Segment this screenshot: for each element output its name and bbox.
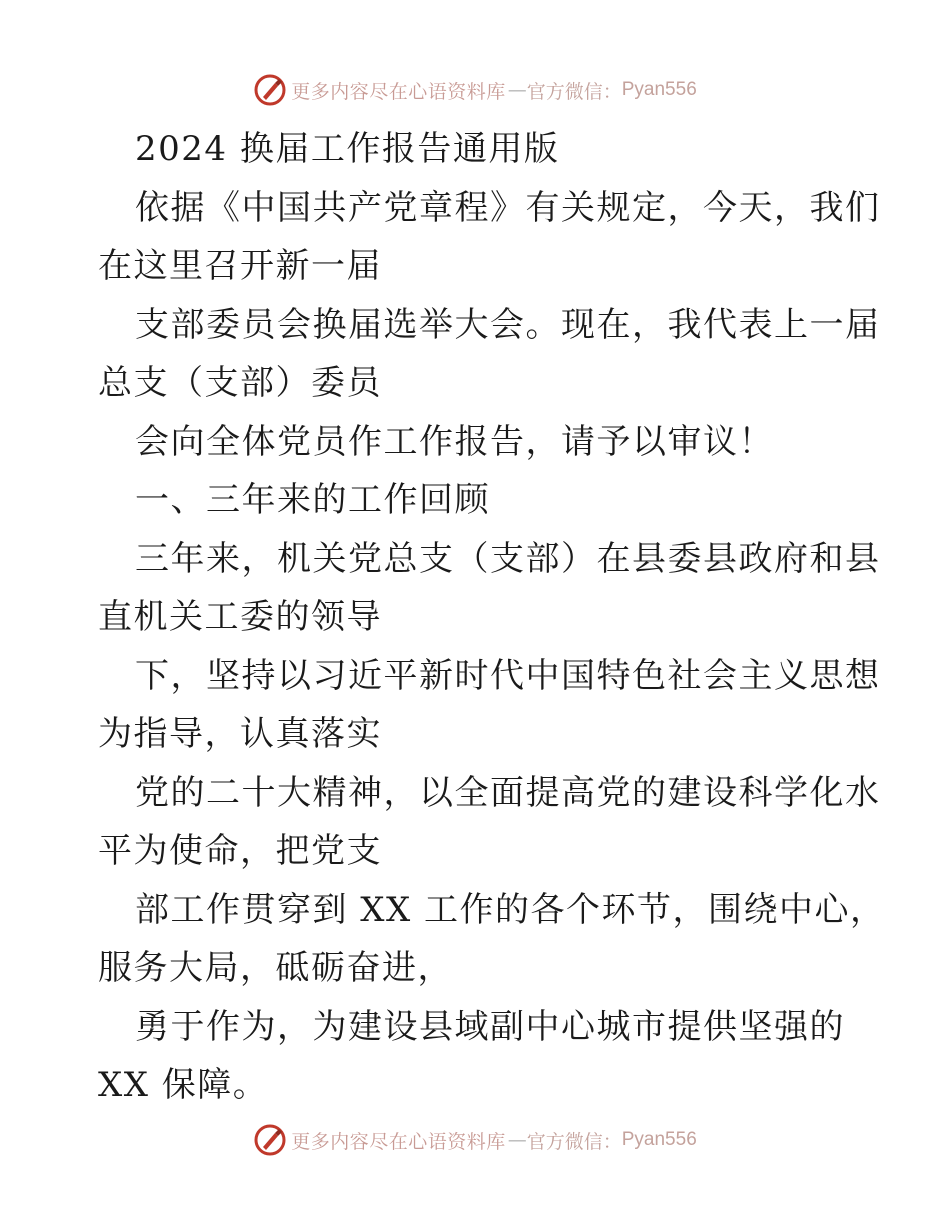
paragraph-line: XX 保障。	[98, 1065, 269, 1105]
document-title: 2024 换届工作报告通用版	[135, 129, 560, 169]
paragraph-line: 勇于作为，为建设县域副中心城市提供坚强的	[135, 1006, 845, 1047]
pen-nib-circle-icon	[253, 73, 287, 107]
footer-watermark	[0, 1120, 950, 1160]
paragraph-line: 会向全体党员作工作报告，请予以审议！	[135, 421, 774, 462]
watermark-text: 更多内容尽在心语资料库	[291, 80, 506, 103]
paragraph-line: 支部委员会换届选举大会。现在，我代表上一届	[135, 304, 881, 345]
paragraph-line: 总支（支部）委员	[98, 363, 382, 403]
watermark-separator: —	[507, 1129, 527, 1151]
paragraph-line: 三年来，机关党总支（支部）在县委县政府和县	[135, 538, 881, 579]
paragraph-line: 下，坚持以习近平新时代中国特色社会主义思想	[135, 655, 881, 696]
header-watermark	[0, 70, 950, 110]
paragraph-line: 依据《中国共产党章程》有关规定，今天，我们	[135, 187, 881, 228]
pen-nib-circle-icon	[253, 1123, 287, 1157]
watermark-wechat-id: Pyan556	[621, 1129, 697, 1150]
paragraph-line: 平为使命，把党支	[98, 831, 382, 871]
paragraph-line: 党的二十大精神，以全面提高党的建设科学化水	[135, 772, 881, 813]
watermark-text: 更多内容尽在心语资料库	[291, 1130, 506, 1153]
paragraph-line: 服务大局，砥砺奋进，	[98, 948, 453, 988]
watermark-separator: —	[507, 79, 527, 101]
paragraph-line: 在这里召开新一届	[98, 246, 382, 286]
paragraph-line: 为指导，认真落实	[98, 714, 382, 754]
paragraph-line: 部工作贯穿到 XX 工作的各个环节，围绕中心，	[135, 889, 886, 930]
section-heading: 一、三年来的工作回顾	[135, 480, 490, 520]
watermark-wechat-label: 官方微信：	[526, 80, 622, 103]
paragraph-line: 直机关工委的领导	[98, 597, 382, 637]
watermark-wechat-label: 官方微信：	[526, 1130, 622, 1153]
document-body	[98, 120, 886, 1115]
watermark-wechat-id: Pyan556	[621, 79, 697, 100]
